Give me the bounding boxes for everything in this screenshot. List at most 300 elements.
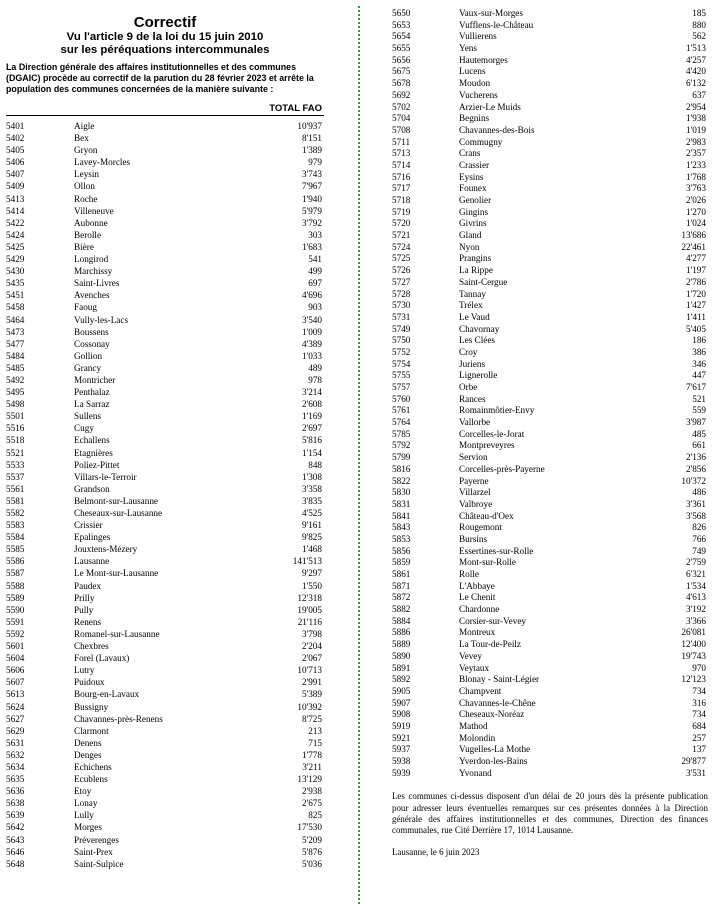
- population-total: 970: [692, 662, 706, 673]
- commune-number: 5498: [6, 399, 25, 410]
- table-row: [6, 797, 324, 809]
- table-row: [392, 674, 708, 686]
- commune-number: 5485: [6, 362, 25, 373]
- commune-number: 5636: [6, 786, 25, 797]
- commune-name: Le Mont-sur-Lausanne: [74, 568, 159, 579]
- population-total: 1'019: [685, 124, 706, 135]
- commune-name: Vugelles-La Mothe: [459, 744, 531, 755]
- commune-name: Villars-le-Terroir: [74, 471, 137, 482]
- commune-number: 5429: [6, 254, 25, 265]
- commune-name: Lucens: [459, 66, 486, 77]
- population-total: 6'132: [685, 78, 706, 89]
- population-total: 21'116: [297, 616, 322, 627]
- table-row: [6, 664, 324, 676]
- commune-name: Lignerolle: [459, 370, 498, 381]
- table-row: [6, 809, 324, 821]
- table-row: [6, 821, 324, 833]
- population-total: 3'792: [301, 217, 322, 228]
- commune-name: La Sarraz: [74, 399, 110, 410]
- commune-name: Château-d'Oex: [459, 510, 514, 521]
- commune-number: 5792: [392, 440, 411, 451]
- commune-number: 5716: [392, 171, 411, 182]
- commune-number: 5721: [392, 230, 411, 241]
- table-row: [6, 277, 324, 289]
- table-row: [6, 555, 324, 567]
- table-row: [6, 483, 324, 495]
- table-row: [6, 688, 324, 700]
- population-total: 447: [692, 370, 706, 381]
- commune-number: 5726: [392, 265, 411, 276]
- commune-name: Roche: [74, 193, 98, 204]
- table-row: [6, 422, 324, 434]
- table-row: [392, 55, 708, 67]
- population-total: 3'192: [685, 604, 706, 615]
- commune-number: 5518: [6, 435, 25, 446]
- intro-paragraph: La Direction générale des affaires institutionnelles et des communes (DGAIC) procède au correctif de la parution du 28 février 2023 et arrête la population des communes concernées de la manière suivante :: [6, 62, 314, 94]
- commune-name: Crassier: [459, 159, 490, 170]
- population-total: 346: [692, 358, 706, 369]
- commune-name: Montpreveyres: [459, 440, 515, 451]
- commune-name: Cheseaux-Noréaz: [459, 709, 525, 720]
- population-total: 26'081: [681, 627, 706, 638]
- population-total: 1'940: [301, 193, 322, 204]
- commune-name: Puidoux: [74, 677, 105, 688]
- commune-name: Echichens: [74, 761, 112, 772]
- population-total: 3'987: [685, 417, 706, 428]
- commune-number: 5648: [6, 858, 25, 869]
- commune-number: 5891: [392, 662, 411, 673]
- commune-name: Begnins: [459, 113, 490, 124]
- commune-number: 5590: [6, 604, 25, 615]
- table-row: [6, 531, 324, 543]
- commune-name: Crans: [459, 148, 481, 159]
- commune-number: 5889: [392, 639, 411, 650]
- commune-name: Servion: [459, 452, 488, 463]
- population-total: 1'720: [685, 288, 706, 299]
- population-total: 213: [308, 725, 322, 736]
- table-row: [392, 102, 708, 114]
- population-total: 5'876: [301, 846, 322, 857]
- table-row: [6, 350, 324, 362]
- table-row: [392, 160, 708, 172]
- population-total: 978: [308, 374, 322, 385]
- commune-number: 5872: [392, 592, 411, 603]
- commune-name: Morges: [74, 822, 102, 833]
- commune-number: 5892: [392, 674, 411, 685]
- table-row: [6, 241, 324, 253]
- population-total: 1'938: [685, 113, 706, 124]
- population-total: 1'468: [301, 544, 322, 555]
- commune-name: Denges: [74, 749, 102, 760]
- population-total: 7'967: [301, 181, 322, 192]
- table-row: [392, 207, 708, 219]
- commune-number: 5492: [6, 374, 25, 385]
- population-total: 4'613: [685, 592, 706, 603]
- table-row: [392, 452, 708, 464]
- population-total: 22'461: [681, 241, 706, 252]
- table-row: [6, 676, 324, 688]
- commune-name: Le Vaud: [459, 311, 490, 322]
- commune-name: Chavannes-près-Renens: [74, 713, 163, 724]
- population-total: 7'617: [685, 382, 706, 392]
- commune-name: Blonay - Saint-Légier: [459, 674, 540, 685]
- commune-name: Poliez-Pittet: [74, 459, 120, 470]
- commune-name: Chexbres: [74, 641, 109, 652]
- commune-number: 5841: [392, 510, 411, 521]
- commune-name: Sullens: [74, 411, 102, 422]
- population-total: 316: [692, 697, 706, 708]
- table-row: [392, 464, 708, 476]
- population-total: 185: [692, 8, 706, 18]
- table-row: [392, 347, 708, 359]
- commune-number: 5656: [392, 54, 411, 65]
- commune-name: Tannay: [459, 288, 486, 299]
- commune-name: Aubonne: [74, 217, 108, 228]
- commune-number: 5752: [392, 346, 411, 357]
- population-total: 1'169: [301, 411, 322, 422]
- population-total: 13'686: [681, 230, 706, 241]
- commune-number: 5425: [6, 241, 25, 252]
- commune-name: Jouxtens-Mézery: [74, 544, 138, 555]
- population-total: 10'392: [297, 701, 322, 712]
- commune-number: 5907: [392, 697, 411, 708]
- population-total: 2'856: [685, 463, 706, 474]
- commune-number: 5405: [6, 145, 25, 156]
- population-total: 12'123: [681, 674, 706, 685]
- commune-number: 5678: [392, 78, 411, 89]
- commune-number: 5822: [392, 475, 411, 486]
- commune-number: 5521: [6, 447, 25, 458]
- commune-number: 5750: [392, 335, 411, 346]
- subtitle-line-2: sur les péréquations intercommunales: [60, 44, 270, 56]
- table-row: [392, 639, 708, 651]
- commune-number: 5859: [392, 557, 411, 568]
- commune-number: 5654: [392, 31, 411, 42]
- commune-name: Renens: [74, 616, 102, 627]
- commune-name: Corcelles-le-Jorat: [459, 428, 525, 439]
- commune-name: Ecublens: [74, 774, 108, 785]
- population-total: 684: [692, 720, 706, 731]
- commune-name: Gollion: [74, 350, 103, 361]
- population-total: 521: [692, 393, 706, 404]
- commune-number: 5871: [392, 580, 411, 591]
- commune-number: 5607: [6, 677, 25, 688]
- commune-name: Epalinges: [74, 532, 111, 543]
- population-total: 3'366: [685, 615, 706, 626]
- population-total: 2'983: [685, 136, 706, 147]
- commune-number: 5692: [392, 89, 411, 100]
- commune-number: 5501: [6, 411, 25, 422]
- commune-name: Romainmôtier-Envy: [459, 405, 535, 416]
- commune-name: Le Chenit: [459, 592, 496, 603]
- population-total: 4'420: [685, 66, 706, 77]
- commune-number: 5919: [392, 720, 411, 731]
- table-row: [392, 382, 708, 394]
- population-total: 2'026: [685, 195, 706, 205]
- commune-name: Commugny: [459, 136, 503, 147]
- commune-name: Lonay: [74, 798, 98, 809]
- commune-name: Chardonne: [459, 604, 500, 615]
- table-row: [392, 405, 708, 417]
- commune-table-right: [392, 8, 708, 779]
- commune-number: 5606: [6, 665, 25, 676]
- commune-number: 5642: [6, 822, 25, 833]
- population-total: 6'321: [685, 569, 706, 579]
- table-row: [6, 253, 324, 265]
- table-row: [392, 20, 708, 32]
- population-total: 2'357: [685, 148, 706, 159]
- commune-number: 5585: [6, 544, 25, 555]
- commune-name: Crissier: [74, 520, 103, 531]
- population-total: 499: [308, 266, 322, 277]
- population-total: 3'214: [301, 387, 322, 398]
- population-total: 8'725: [301, 713, 322, 724]
- commune-number: 5764: [392, 417, 411, 428]
- population-total: 1'270: [685, 206, 706, 217]
- commune-name: Veytaux: [459, 662, 490, 673]
- population-total: 137: [692, 744, 706, 755]
- commune-name: Chavannes-des-Bois: [459, 124, 535, 135]
- population-total: 1'033: [301, 350, 322, 361]
- population-total: 715: [308, 737, 322, 748]
- population-total: 2'991: [301, 677, 322, 688]
- commune-name: Mont-sur-Rolle: [459, 557, 516, 568]
- table-row: [6, 846, 324, 858]
- commune-number: 5409: [6, 181, 25, 192]
- table-row: [392, 289, 708, 301]
- table-row: [6, 459, 324, 471]
- population-total: 697: [308, 278, 322, 289]
- population-total: 5'405: [685, 323, 706, 334]
- commune-number: 5655: [392, 43, 411, 54]
- population-total: 1'009: [301, 326, 322, 337]
- table-row: [392, 592, 708, 604]
- population-total: 5'816: [301, 435, 322, 446]
- column-header-total-fao: TOTAL FAO: [6, 103, 324, 116]
- commune-name: Bursins: [459, 533, 488, 544]
- table-row: [6, 567, 324, 579]
- commune-name: Vucherens: [459, 89, 498, 100]
- commune-name: Nyon: [459, 241, 480, 252]
- population-total: 559: [692, 405, 706, 416]
- commune-name: Vullierens: [459, 31, 497, 42]
- population-total: 2'608: [301, 399, 322, 410]
- population-total: 2'759: [685, 557, 706, 568]
- commune-name: Champvent: [459, 685, 502, 696]
- commune-number: 5886: [392, 627, 411, 638]
- commune-number: 5583: [6, 520, 25, 531]
- table-row: [392, 721, 708, 733]
- commune-name: Bex: [74, 133, 89, 144]
- population-total: 4'389: [301, 338, 322, 349]
- commune-number: 5724: [392, 241, 411, 252]
- commune-number: 5713: [392, 148, 411, 159]
- population-total: 848: [308, 459, 322, 470]
- table-row: [392, 733, 708, 745]
- population-total: 979: [308, 157, 322, 168]
- commune-name: Belmont-sur-Lausanne: [74, 495, 159, 506]
- commune-number: 5725: [392, 253, 411, 264]
- commune-number: 5908: [392, 709, 411, 720]
- column-divider: [358, 6, 360, 904]
- population-total: 1'513: [685, 43, 706, 54]
- commune-name: Molondin: [459, 732, 496, 743]
- commune-number: 5584: [6, 532, 25, 543]
- population-total: 1'427: [685, 300, 706, 311]
- commune-name: Trélex: [459, 300, 483, 311]
- commune-name: Leysin: [74, 169, 100, 180]
- commune-name: Rolle: [459, 569, 479, 579]
- commune-number: 5629: [6, 725, 25, 736]
- commune-name: Montreux: [459, 627, 496, 638]
- table-row: [6, 761, 324, 773]
- commune-number: 5638: [6, 798, 25, 809]
- table-row: [392, 487, 708, 499]
- table-row: [6, 519, 324, 531]
- population-total: 3'211: [302, 761, 322, 772]
- population-total: 5'036: [301, 858, 322, 869]
- commune-number: 5708: [392, 124, 411, 135]
- commune-name: Lausanne: [74, 556, 110, 567]
- table-row: [392, 242, 708, 254]
- population-total: 825: [308, 810, 322, 821]
- population-total: 8'151: [301, 133, 322, 144]
- commune-number: 5937: [392, 744, 411, 755]
- population-total: 2'136: [685, 452, 706, 463]
- population-total: 5'389: [301, 689, 322, 700]
- commune-name: Bière: [74, 241, 94, 252]
- commune-number: 5727: [392, 276, 411, 287]
- population-total: 12'400: [681, 639, 706, 650]
- table-row: [392, 8, 708, 20]
- commune-number: 5632: [6, 749, 25, 760]
- table-row: [392, 663, 708, 675]
- population-total: 2'697: [301, 423, 322, 434]
- commune-number: 5757: [392, 382, 411, 392]
- commune-number: 5495: [6, 387, 25, 398]
- commune-name: Moudon: [459, 78, 491, 89]
- table-row: [6, 543, 324, 555]
- table-row: [6, 168, 324, 180]
- commune-name: Grancy: [74, 362, 102, 373]
- population-total: 734: [692, 709, 706, 720]
- commune-name: Saint-Sulpice: [74, 858, 124, 869]
- table-row: [392, 429, 708, 441]
- commune-name: Clarmont: [74, 725, 109, 736]
- commune-name: Gryon: [74, 145, 98, 156]
- commune-name: Montricher: [74, 374, 116, 385]
- table-row: [6, 362, 324, 374]
- table-row: [392, 616, 708, 628]
- commune-number: 5458: [6, 302, 25, 313]
- commune-name: Ollon: [74, 181, 95, 192]
- population-total: 1'024: [685, 218, 706, 229]
- table-row: [392, 31, 708, 43]
- commune-number: 5430: [6, 266, 25, 277]
- commune-name: Vallorbe: [459, 417, 491, 428]
- table-row: [392, 440, 708, 452]
- commune-number: 5561: [6, 483, 25, 494]
- population-total: 3'531: [685, 767, 706, 778]
- table-row: [392, 230, 708, 242]
- commune-number: 5413: [6, 193, 25, 204]
- commune-number: 5720: [392, 218, 411, 229]
- table-row: [6, 773, 324, 785]
- table-row: [6, 652, 324, 664]
- commune-name: Corsier-sur-Vevey: [459, 615, 526, 626]
- table-row: [392, 499, 708, 511]
- commune-name: Genolier: [459, 195, 492, 205]
- commune-name: Prilly: [74, 592, 95, 603]
- population-total: 5'979: [301, 205, 322, 216]
- commune-name: Penthalaz: [74, 387, 110, 398]
- footer-note: Les communes ci-dessus disposent d'un délai de 20 jours dès la présente publication pour adresser leurs éventuelles remarques sur ces présentes données à la Direction générale des affaires institutionnelles et des communes, Direction des finances communales, rue Cité Derrière 17, 1014 Lausanne.: [392, 791, 708, 836]
- commune-name: Grandson: [74, 483, 110, 494]
- commune-number: 5704: [392, 113, 411, 124]
- population-total: 1'550: [301, 580, 322, 591]
- table-row: [6, 834, 324, 846]
- commune-name: Payerne: [459, 475, 489, 486]
- commune-name: Paudex: [74, 580, 102, 591]
- population-total: 1'778: [301, 749, 322, 760]
- table-row: [6, 737, 324, 749]
- commune-name: Yvonand: [459, 767, 492, 778]
- commune-number: 5477: [6, 338, 25, 349]
- commune-name: La Tour-de-Peilz: [459, 639, 522, 650]
- commune-name: Orbe: [459, 382, 478, 392]
- commune-number: 5435: [6, 278, 25, 289]
- table-row: [6, 265, 324, 277]
- population-total: 386: [692, 346, 706, 357]
- table-row: [392, 546, 708, 558]
- commune-name: Valbroye: [459, 498, 493, 509]
- table-row: [6, 749, 324, 761]
- commune-name: Les Clées: [459, 335, 495, 346]
- commune-name: Bourg-en-Lavaux: [74, 689, 140, 700]
- commune-number: 5711: [392, 136, 411, 147]
- table-row: [6, 301, 324, 313]
- commune-number: 5407: [6, 169, 25, 180]
- commune-number: 5675: [392, 66, 411, 77]
- commune-number: 5749: [392, 323, 411, 334]
- commune-name: Romanel-sur-Lausanne: [74, 628, 160, 639]
- commune-name: Arzier-Le Muids: [459, 101, 521, 112]
- commune-name: Prangins: [459, 253, 492, 264]
- table-row: [392, 300, 708, 312]
- commune-number: 5635: [6, 774, 25, 785]
- commune-name: Cugy: [74, 423, 94, 434]
- population-total: 4'696: [301, 290, 322, 301]
- commune-name: Longirod: [74, 254, 109, 265]
- commune-number: 5728: [392, 288, 411, 299]
- table-row: [6, 495, 324, 507]
- table-row: [6, 858, 324, 870]
- commune-number: 5755: [392, 370, 411, 381]
- table-row: [6, 434, 324, 446]
- table-row: [6, 398, 324, 410]
- table-row: [392, 651, 708, 663]
- population-total: 5'209: [301, 834, 322, 845]
- commune-name: Yens: [459, 43, 477, 54]
- population-total: 485: [692, 428, 706, 439]
- table-row: [6, 144, 324, 156]
- commune-number: 5730: [392, 300, 411, 311]
- population-total: 2'954: [685, 101, 706, 112]
- population-total: 637: [692, 89, 706, 100]
- population-total: 257: [692, 732, 706, 743]
- commune-number: 5406: [6, 157, 25, 168]
- commune-number: 5717: [392, 183, 411, 194]
